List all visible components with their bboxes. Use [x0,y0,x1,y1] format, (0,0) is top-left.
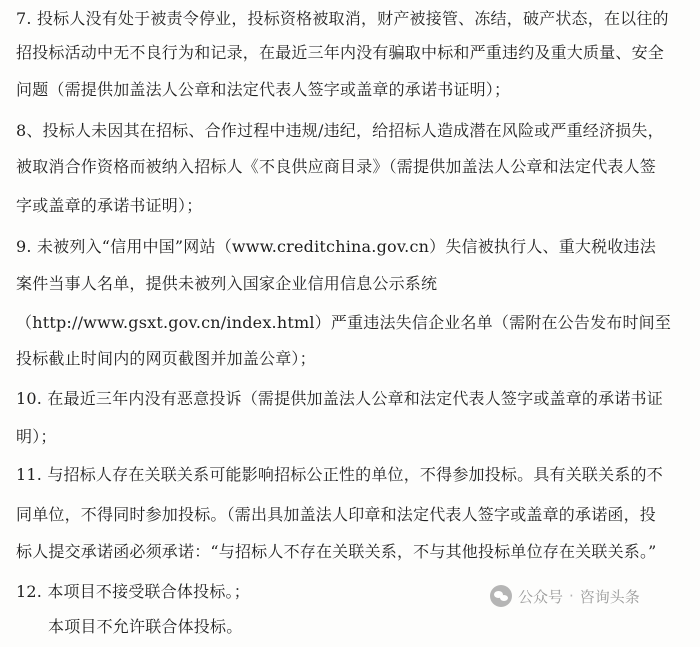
wechat-icon [490,585,512,607]
text-line: 明）； [16,427,57,446]
text-line: 投标截止时间内的网页截图并加盖公章）； [16,349,316,368]
text-line: 字或盖章的承诺书证明）； [16,196,203,215]
text-line: 本项目不允许联合体投标。 [48,617,243,636]
text-line: （http://www.gsxt.gov.cn/index.html）严重违法失信企业名单（需附在公告发布时间至 [16,313,672,332]
text-line: 10. 在最近三年内没有恶意投诉（需提供加盖法人公章和法定代表人签字或盖章的承诺书证 [16,389,663,408]
text-line: 11. 与招标人存在关联关系可能影响招标公正性的单位，不得参加投标。具有关联关系的不 [16,465,663,484]
text-line: 招投标活动中无不良行为和记录，在最近三年内没有骗取中标和严重违约及重大质量、安全 [16,43,665,62]
watermark-name: 咨询头条 [579,587,640,606]
text-line: 问题（需提供加盖法人公章和法定代表人签字或盖章的承诺书证明）； [16,80,511,99]
text-line: 7. 投标人没有处于被责令停业，投标资格被取消，财产被接管、冻结，破产状态，在以往的 [16,9,669,28]
text-line: 9. 未被列入“信用中国”网站（www.creditchina.gov.cn）失信被执行人、重大税收违法 [16,237,656,256]
wechat-watermark [490,582,640,610]
watermark-account-label: 公众号 [518,587,564,606]
text-line: 被取消合作资格而被纳入招标人《不良供应商目录》（需提供加盖法人公章和法定代表人签 [16,157,657,176]
text-line: 标人提交承诺函必须承诺：“与招标人不存在关联关系，不与其他投标单位存在关联关系。” [16,542,657,561]
text-line: 8、投标人未因其在招标、合作过程中违规/违纪，给招标人造成潜在风险或严重经济损失， [16,121,664,140]
watermark-separator: · [569,587,574,605]
text-line: 同单位，不得同时参加投标。（需出具加盖法人印章和法定代表人签字或盖章的承诺函，投 [16,505,657,524]
text-line: 案件当事人名单，提供未被列入国家企业信用信息公示系统 [16,274,438,293]
text-line: 12. 本项目不接受联合体投标。； [16,582,250,601]
